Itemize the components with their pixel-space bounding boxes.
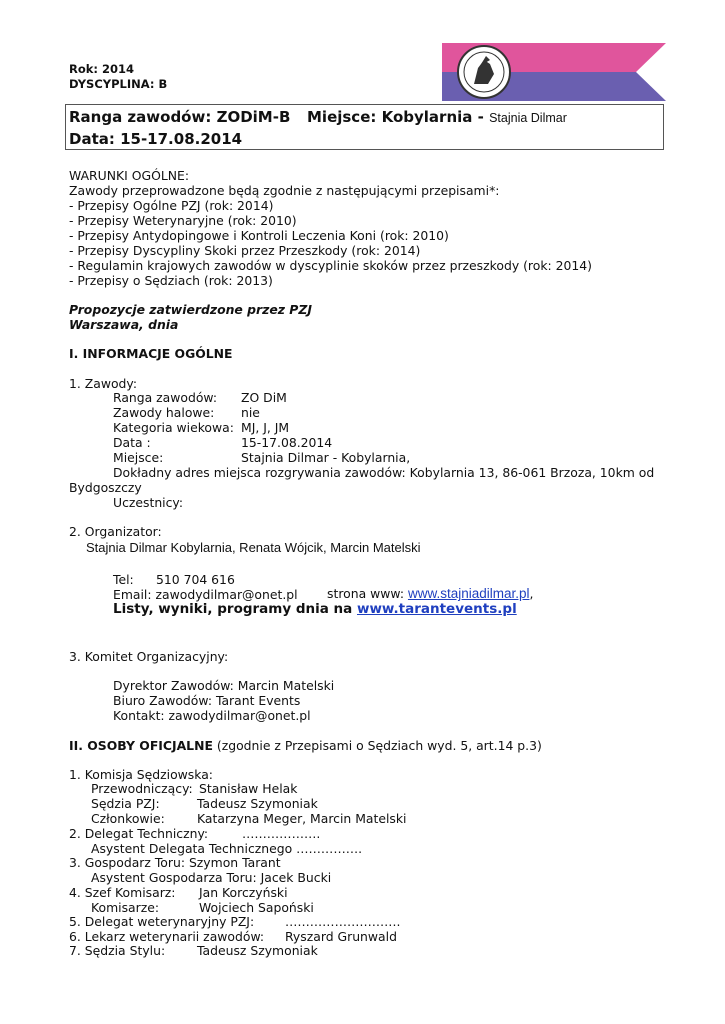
info-label: Zawody halowe: [113,405,215,420]
flag-logo [440,40,666,104]
chief-steward-value: Jan Korczyński [199,885,288,900]
committee-label: 3. Komitet Organizacyjny: [69,649,229,664]
members-label: Członkowie: [91,811,165,826]
results-link[interactable]: www.tarantevents.pl [356,601,517,617]
organizer-name: Stajnia Dilmar Kobylarnia, Renata Wójcik, Marcin Matelski [86,540,421,555]
chair-label: Przewodniczący: [91,781,193,796]
judge-label: Sędzia PZJ: [91,796,160,811]
info-label: Miejsce: [113,450,164,465]
director-line: Dyrektor Zawodów: Marcin Matelski [113,678,335,693]
course-designer-line: 3. Gospodarz Toru: Szymon Tarant [69,855,281,870]
conditions-title: WARUNKI OGÓLNE: [69,168,189,183]
style-judge-label: 7. Sędzia Stylu: [69,943,166,958]
address-line-2: Bydgoszczy [69,480,142,495]
rank-title: Ranga zawodów: ZODiM-B [69,108,291,126]
office-line: Biuro Zawodów: Tarant Events [113,693,301,708]
tel-label: Tel: [113,572,134,587]
stewards-label: Komisarze: [91,900,160,915]
tech-assistant-line: Asystent Delegata Technicznego ……………. [91,841,363,856]
style-judge-value: Tadeusz Szymoniak [197,943,318,958]
approval-city: Warszawa, dnia [69,317,179,332]
vet-doctor-label: 6. Lekarz weterynarii zawodów: [69,929,265,944]
date-title: Data: 15-17.08.2014 [69,130,243,148]
www-line: strona www: www.stajniadilmar.pl, [327,586,534,601]
info-label: Ranga zawodów: [113,390,218,405]
judges-label: 1. Komisja Sędziowska: [69,767,213,782]
vet-doctor-value: Ryszard Grunwald [285,929,397,944]
competition-label: 1. Zawody: [69,376,138,391]
organizer-label: 2. Organizator: [69,524,162,539]
judge-value: Tadeusz Szymoniak [197,796,318,811]
section-1-title: I. INFORMACJE OGÓLNE [69,346,233,361]
members-value: Katarzyna Meger, Marcin Matelski [197,811,407,826]
email-value[interactable]: zawodydilmar@onet.pl [155,587,298,602]
section-2-title: II. OSOBY OFICJALNE [69,738,213,753]
email-line: Email: zawodydilmar@onet.pl [113,587,298,602]
conditions-item: - Przepisy Dyscypliny Skoki przez Przeszkody (rok: 2014) [69,243,421,258]
info-label: Kategoria wiekowa: [113,420,234,435]
conditions-item: - Przepisy Antydopingowe i Kontroli Leczenia Koni (rok: 2010) [69,228,449,243]
tel-value: 510 704 616 [156,572,235,587]
info-value: ZO DiM [241,390,287,405]
address-line: Dokładny adres miejsca rozgrywania zawodów: Kobylarnia 13, 86-061 Brzoza, 10km od [113,465,655,480]
vet-delegate-label: 5. Delegat weterynaryjny PZJ: [69,914,255,929]
stewards-value: Wojciech Sapoński [199,900,314,915]
place-label: Miejsce: Kobylarnia - Stajnia Dilmar [307,108,567,126]
vet-delegate-value: ………………………. [285,914,401,929]
participants-label: Uczestnicy: [113,495,184,510]
info-value: MJ, J, JM [241,420,290,435]
conditions-item: - Przepisy Weterynaryjne (rok: 2010) [69,213,297,228]
info-label: Data : [113,435,151,450]
conditions-item: - Regulamin krajowych zawodów w dyscyplinie skoków przez przeszkody (rok: 2014) [69,258,592,273]
contact-line: Kontakt: zawodydilmar@onet.pl [113,708,311,723]
section-2-note: (zgodnie z Przepisami o Sędziach wyd. 5, art.14 p.3) [216,738,542,753]
info-value: 15-17.08.2014 [241,435,333,450]
results-line: Listy, wyniki, programy dnia na www.tarantevents.pl [113,601,517,617]
www-link[interactable]: www.stajniadilmar.pl [407,586,530,601]
conditions-intro: Zawody przeprowadzone będą zgodnie z następującymi przepisami*: [69,183,500,198]
conditions-item: - Przepisy o Sędziach (rok: 2013) [69,273,273,288]
chief-steward-label: 4. Szef Komisarz: [69,885,176,900]
conditions-item: - Przepisy Ogólne PZJ (rok: 2014) [69,198,274,213]
header-year: Rok: 2014 [69,62,135,76]
section-2-heading [69,738,542,753]
info-value: nie [241,405,260,420]
tech-delegate-label: 2. Delegat Techniczny: [69,826,209,841]
header-discipline: DYSCYPLINA: B [69,77,168,91]
info-value: Stajnia Dilmar - Kobylarnia, [241,450,411,465]
chair-value: Stanisław Helak [199,781,298,796]
approval-line: Propozycje zatwierdzone przez PZJ [69,302,312,317]
tech-delegate-value: ………………. [242,826,321,841]
course-assistant-line: Asystent Gospodarza Toru: Jacek Bucki [91,870,332,885]
place-small: Stajnia Dilmar [489,111,567,125]
